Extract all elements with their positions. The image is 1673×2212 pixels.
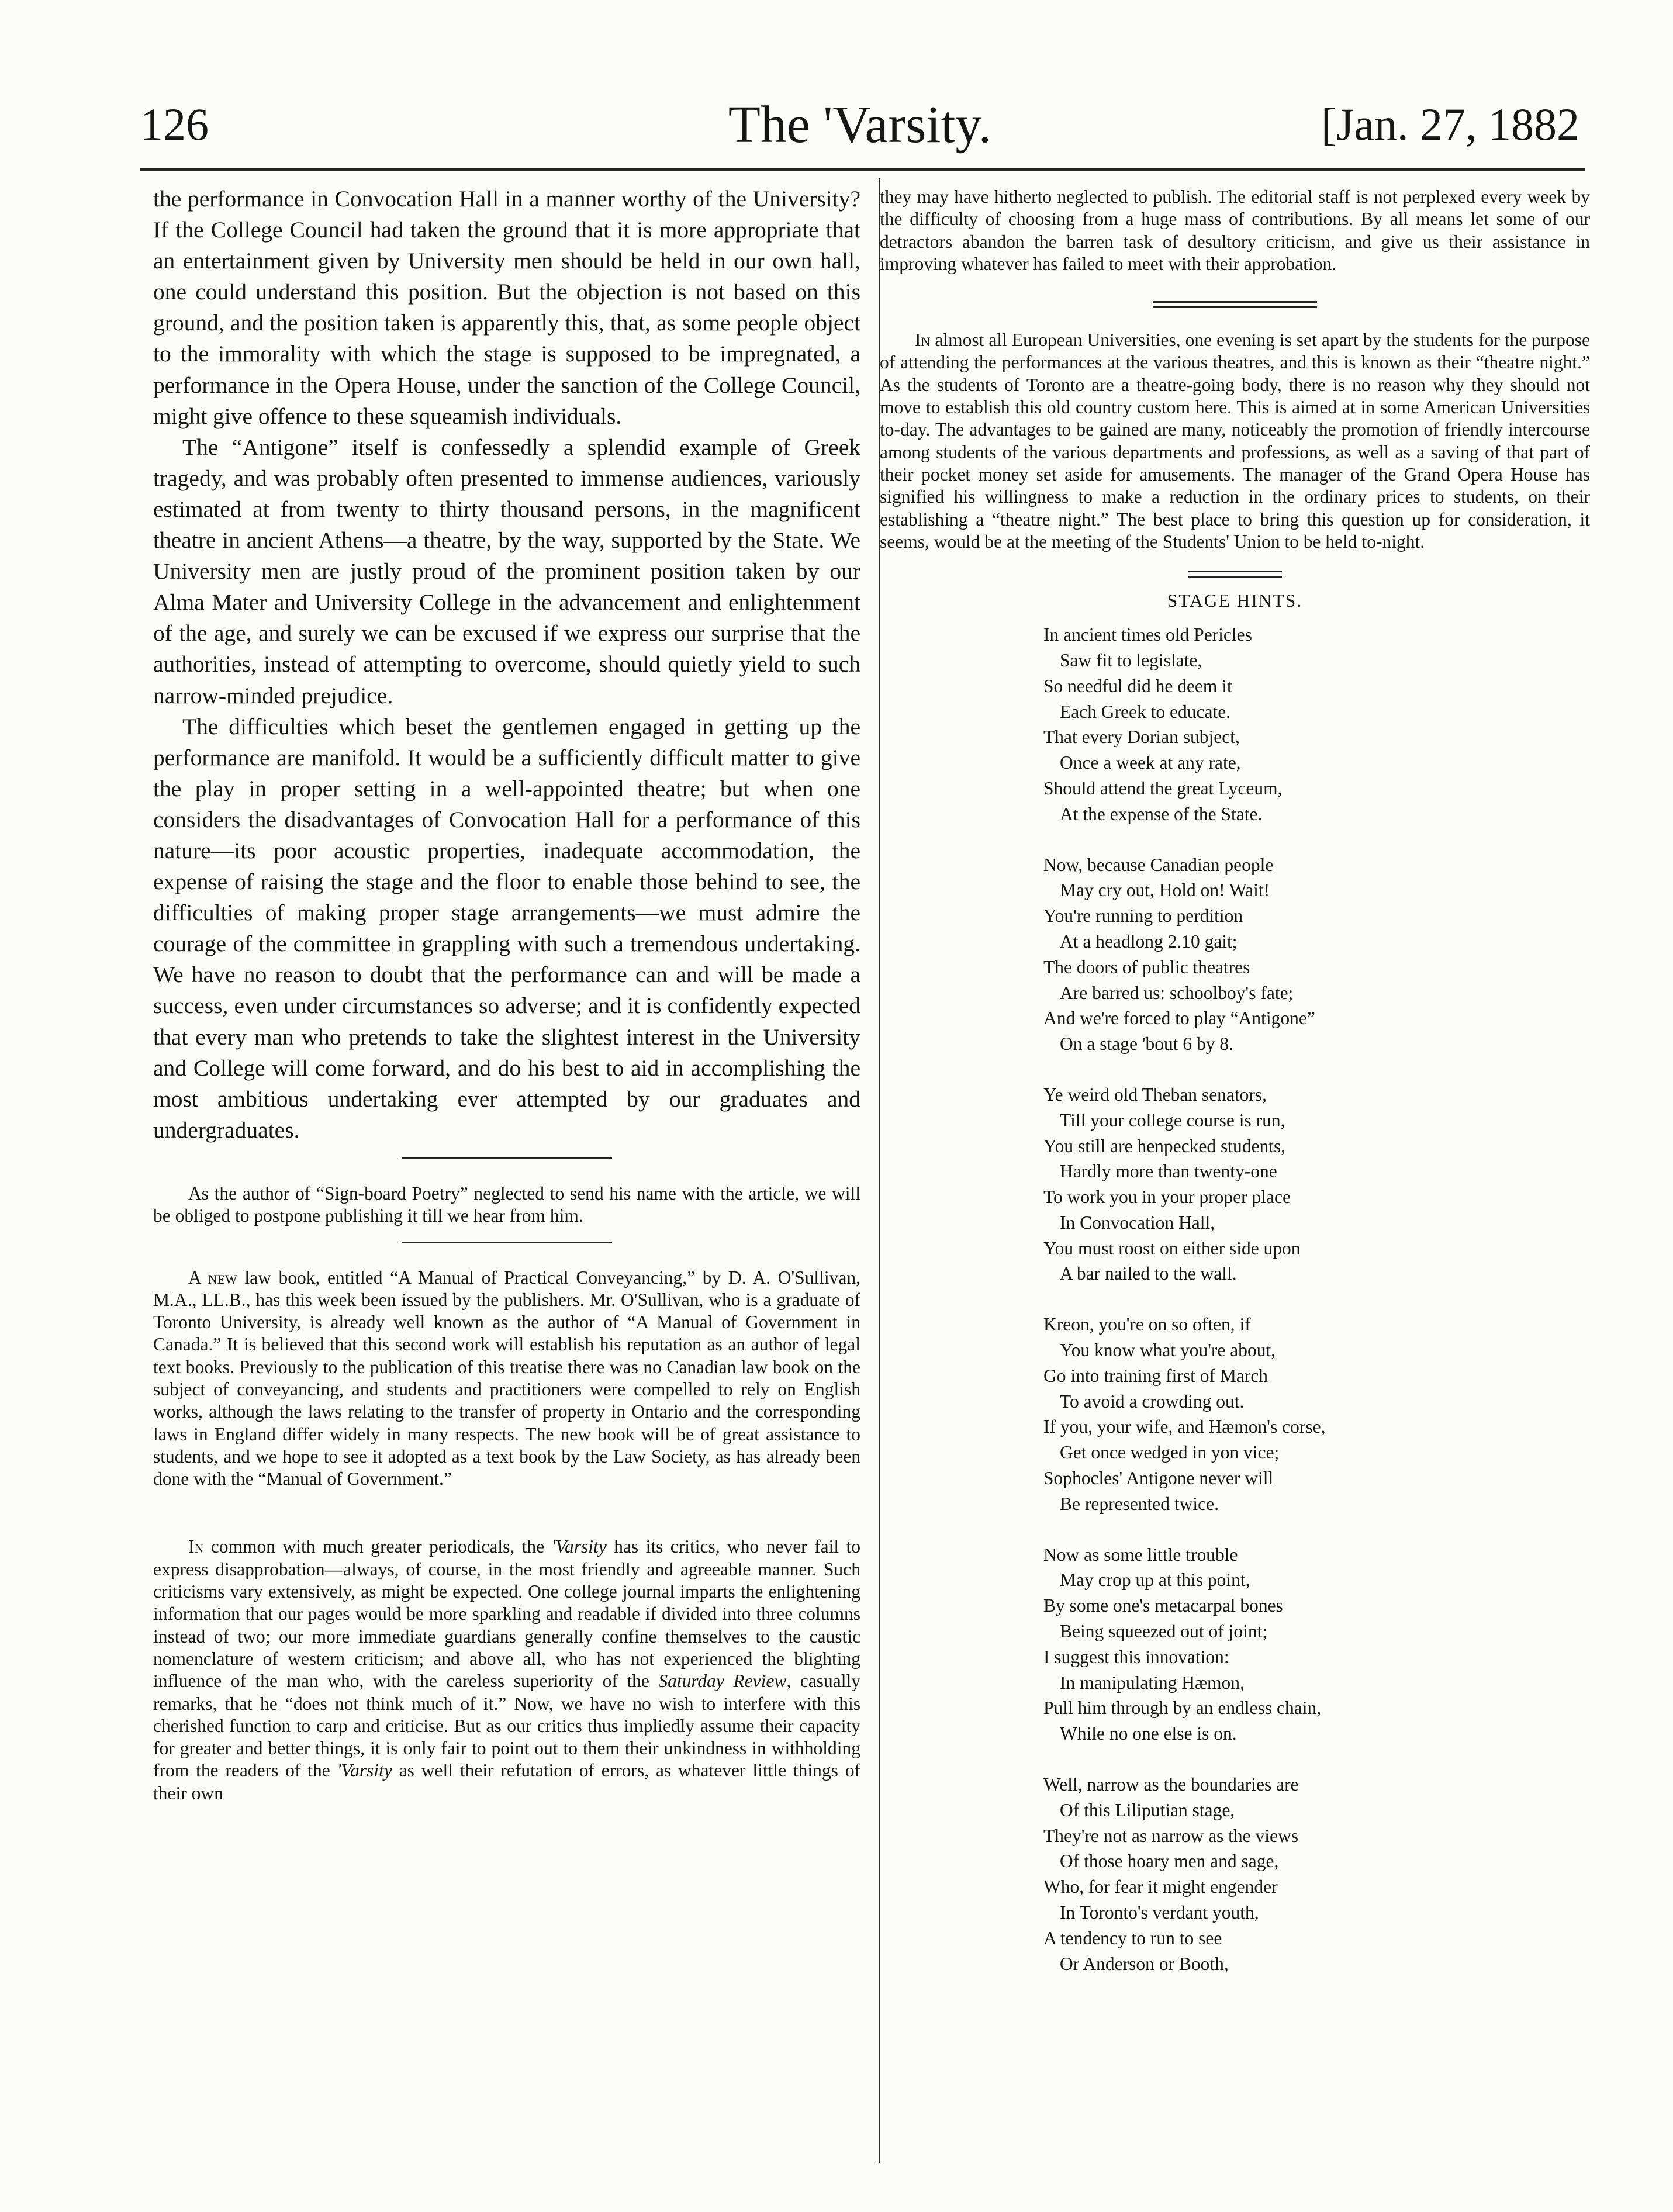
- notice-text: As the author of “Sign-board Poetry” neglected to send his name with the article, we will be obliged to postpone publishing it till we hear from him.: [153, 1183, 860, 1226]
- poem-line: On a stage 'bout 6 by 8.: [1060, 1034, 1234, 1055]
- poem-line: In manipulating Hæmon,: [1060, 1672, 1245, 1693]
- poem-line: They're not as narrow as the views: [1043, 1825, 1299, 1846]
- poem-line: Get once wedged in yon vice;: [1060, 1442, 1280, 1463]
- poem-line: While no one else is on.: [1060, 1723, 1237, 1744]
- section-divider: [402, 1242, 612, 1243]
- critics-notice: [153, 1536, 860, 1805]
- poem-line: At the expense of the State.: [1060, 803, 1263, 824]
- paragraph: The “Antigone” itself is confessedly a splendid example of Greek tragedy, and was probably often presented to immense audiences, variously estimated at from twenty to thirty thousand persons, in the magnificent theatre in ancient Athens—a theatre, by the way, supported by the State. We University men are justly proud of the prominent position taken by our Alma Mater and University College in the advancement and enlightenment of the age, and surely we can be excused if we express our surprise that the authorities, instead of attempting to overcome, should quietly yield to such narrow-minded prejudice.: [153, 434, 860, 708]
- masthead: [140, 88, 1579, 175]
- paragraph-body: law book, entitled “A Manual of Practical Conveyancing,” by D. A. O'Sullivan, M.A., LL.B., has this week been issued by the publishers. Mr. O'Sullivan, who is a graduate of Toronto University, is already well known as the author of “A Manual of Government in Canada.” It is believed that this second work will establish his reputation as an author of legal text books. Previously to the publication of this treatise there was no Canadian law book on the subject of conveyancing, and students and practitioners were compelled to rely on English works, although the laws relating to the transfer of property in Ontario and the corresponding laws in England differ widely in many respects. The new book will be of great assistance to students, and we hope to see it adopted as a text book by the Law Society, as has already been done with the “Manual of Government.”: [153, 1267, 861, 1489]
- paragraph: they may have hitherto neglected to publish. The editorial staff is not perplexed every week by the difficulty of choosing from a huge mass of contributions. By all means let some of our detractors abandon the barren task of desultory criticism, and give us their assistance in improving whatever has failed to meet with their approbation.: [880, 186, 1590, 274]
- page-number: 126: [140, 99, 209, 150]
- paragraph-text: as well their refutation of errors, as whatever little things of their own: [153, 1760, 860, 1803]
- section-divider: [1188, 571, 1282, 578]
- theatre-night-notice: [880, 329, 1590, 553]
- poem-line: May cry out, Hold on! Wait!: [1060, 880, 1270, 901]
- poem-stanza: [1043, 622, 1590, 827]
- poem-line: Or Anderson or Booth,: [1060, 1953, 1229, 1974]
- poem-line: Of those hoary men and sage,: [1060, 1851, 1279, 1872]
- paragraph: [153, 1267, 860, 1491]
- stanza-gap: [1043, 1287, 1590, 1312]
- poem-line: Each Greek to educate.: [1060, 701, 1231, 722]
- poem-line: Once a week at any rate,: [1060, 752, 1241, 773]
- poem-line: Should attend the great Lyceum,: [1043, 777, 1283, 799]
- poem-line: I suggest this innovation:: [1043, 1646, 1229, 1667]
- poem-line: You must roost on either side upon: [1043, 1238, 1301, 1259]
- law-book-notice: [153, 1267, 860, 1491]
- paragraph: the performance in Convocation Hall in a manner worthy of the University? If the College Council had taken the ground that it is more appropriate that an entertainment given by University men should be held in our own hall, one could understand this position. But the objection is not based on this ground, and the position taken is apparently this, that, as some people object to the immorality with which the stage is supposed to be impregnated, a performance in the Opera House, under the sanction of the College Council, might give offence to these squeamish individuals.: [153, 186, 860, 429]
- paragraph: [153, 1536, 860, 1805]
- poem-line: The doors of public theatres: [1043, 956, 1250, 977]
- poem-line: Are barred us: schoolboy's fate;: [1060, 982, 1294, 1003]
- poem-title: STAGE HINTS.: [1167, 590, 1303, 611]
- stanza-gap: [1043, 1517, 1590, 1542]
- poem-line: Sophocles' Antigone never will: [1043, 1468, 1274, 1489]
- poem-line: A tendency to run to see: [1043, 1927, 1222, 1948]
- poem-line: Till your college course is run,: [1060, 1110, 1285, 1131]
- poem-line: Pull him through by an endless chain,: [1043, 1698, 1322, 1719]
- poem-line: May crop up at this point,: [1060, 1570, 1250, 1591]
- poem-line: To work you in your proper place: [1043, 1187, 1291, 1208]
- poem-stage-hints: [1043, 622, 1590, 1976]
- paragraph: The difficulties which beset the gentlemen engaged in getting up the performance are manifold. It would be a sufficiently difficult matter to give the play in proper setting in a well-appointed theatre; but when one considers the disadvantages of Convocation Hall for a performance of this nature—its poor acoustic properties, inadequate accommodation, the expense of raising the stage and the floor to enable those behind to see, the difficulties of making proper stage arrangements—we must admire the courage of the committee in grappling with such a tremendous undertaking. We have no reason to doubt that the performance can and will be made a success, even under circumstances so adverse; and it is confidently expected that every man who pretends to take the slightest interest in the University and College will come forward, and do his best to aid in accomplishing the most ambitious undertaking ever attempted by our graduates and undergraduates.: [153, 713, 860, 1143]
- paragraph-text: , casually remarks, that he “does not think much of it.” Now, we have no wish to interfere with this cherished function to carp and criticise. But as our critics thus impliedly assume their capacity for greater and better things, it is only fair to point out to them their unkindness in withholding from the readers of the: [153, 1671, 860, 1781]
- poem-line: In Convocation Hall,: [1060, 1212, 1215, 1233]
- stanza-gap: [1043, 1057, 1590, 1082]
- stanza-gap: [1043, 1747, 1590, 1772]
- poem-line: You're running to perdition: [1043, 905, 1243, 927]
- poem-line: Well, narrow as the boundaries are: [1043, 1774, 1299, 1795]
- poem-line: At a headlong 2.10 gait;: [1060, 931, 1238, 952]
- poem-line: Who, for fear it might engender: [1043, 1876, 1278, 1898]
- left-column: [153, 175, 860, 1805]
- poem-line: To avoid a crowding out.: [1060, 1391, 1245, 1412]
- poem-line: A bar nailed to the wall.: [1060, 1263, 1237, 1284]
- poem-line: You still are henpecked students,: [1043, 1135, 1286, 1156]
- paragraph: [880, 329, 1590, 553]
- stanza-gap: [1043, 827, 1590, 852]
- poem-line: Ye weird old Theban senators,: [1043, 1084, 1267, 1105]
- journal-title: The 'Varsity.: [728, 96, 992, 154]
- varsity-name: 'Varsity: [551, 1536, 607, 1557]
- lead-word: A new: [188, 1267, 237, 1288]
- poem-line: Now as some little trouble: [1043, 1544, 1238, 1565]
- poem-line: You know what you're about,: [1060, 1340, 1276, 1361]
- poem-line: In Toronto's verdant youth,: [1060, 1902, 1259, 1923]
- paragraph-body: almost all European Universities, one evening is set apart by the students for the purpose of attending the performances at the various theatres, and this is known as their “theatre night.” As the students of Toronto are a theatre-going body, there is no reason why they should not move to establish this old country custom here. This is aimed at in some American Universities to-day. The advantages to be gained are many, noticeably the promotion of friendly intercourse among students of the various departments and professions, as well as a saving of that part of their pocket money set aside for amusements. The manager of the Grand Opera House has signified his willingness to make a reduction in the ordinary prices to students, on their establishing a “theatre night.” The best place to bring this question up for consideration, it seems, would be at the meeting of the Students' Union to be held to-night.: [880, 330, 1590, 552]
- poem-line: So needful did he deem it: [1043, 675, 1232, 696]
- poem-stanza: [1043, 1772, 1590, 1976]
- poem-line: Hardly more than twenty-one: [1060, 1161, 1277, 1182]
- lead-word: In: [188, 1536, 204, 1557]
- poem-line: Of this Liliputian stage,: [1060, 1799, 1235, 1820]
- poem-stanza: [1043, 1542, 1590, 1747]
- poem-stanza: [1043, 1082, 1590, 1287]
- poem-line: Go into training first of March: [1043, 1365, 1268, 1386]
- poem-line: That every Dorian subject,: [1043, 727, 1240, 748]
- right-column: [880, 175, 1590, 1976]
- poem-stanza: [1043, 852, 1590, 1057]
- section-divider: [402, 1157, 612, 1159]
- poem-line: By some one's metacarpal bones: [1043, 1595, 1283, 1616]
- poem-line: If you, your wife, and Hæmon's corse,: [1043, 1416, 1326, 1437]
- editorial-article: [153, 184, 860, 1146]
- saturday-review-name: Saturday Review: [658, 1671, 787, 1692]
- paragraph-text: has its critics, who never fail to express disapprobation—always, of course, in the most friendly and agreeable manner. Such criticisms vary extensively, as might be expected. One college journal imparts the enlightening information that our pages would be more sparkling and readable if divided into three columns instead of two; our more immediate guardians generally confine themselves to the caustic nomenclature of western criticism; and above all, who has not experienced the blighting influence of the man who, with the careless superiority of the: [153, 1536, 860, 1692]
- poem-line: Be represented twice.: [1060, 1493, 1219, 1514]
- poem-line: And we're forced to play “Antigone”: [1043, 1008, 1315, 1029]
- poem-line: Being squeezed out of joint;: [1060, 1621, 1268, 1642]
- notice-sign-board-poetry: [153, 1183, 860, 1228]
- poem-line: Kreon, you're on so often, if: [1043, 1314, 1251, 1335]
- poem-line: In ancient times old Pericles: [1043, 624, 1252, 645]
- critics-notice-continued: [880, 186, 1590, 275]
- issue-date: [Jan. 27, 1882: [1321, 99, 1579, 150]
- lead-word: In: [915, 330, 931, 351]
- section-divider: [1153, 301, 1317, 308]
- poem-stanza: [1043, 1312, 1590, 1516]
- poem-line: Saw fit to legislate,: [1060, 649, 1202, 670]
- header-rule: [140, 168, 1585, 171]
- poem-line: Now, because Canadian people: [1043, 854, 1274, 875]
- varsity-name: 'Varsity: [337, 1760, 392, 1781]
- paragraph-text: common with much greater periodicals, the: [203, 1536, 552, 1557]
